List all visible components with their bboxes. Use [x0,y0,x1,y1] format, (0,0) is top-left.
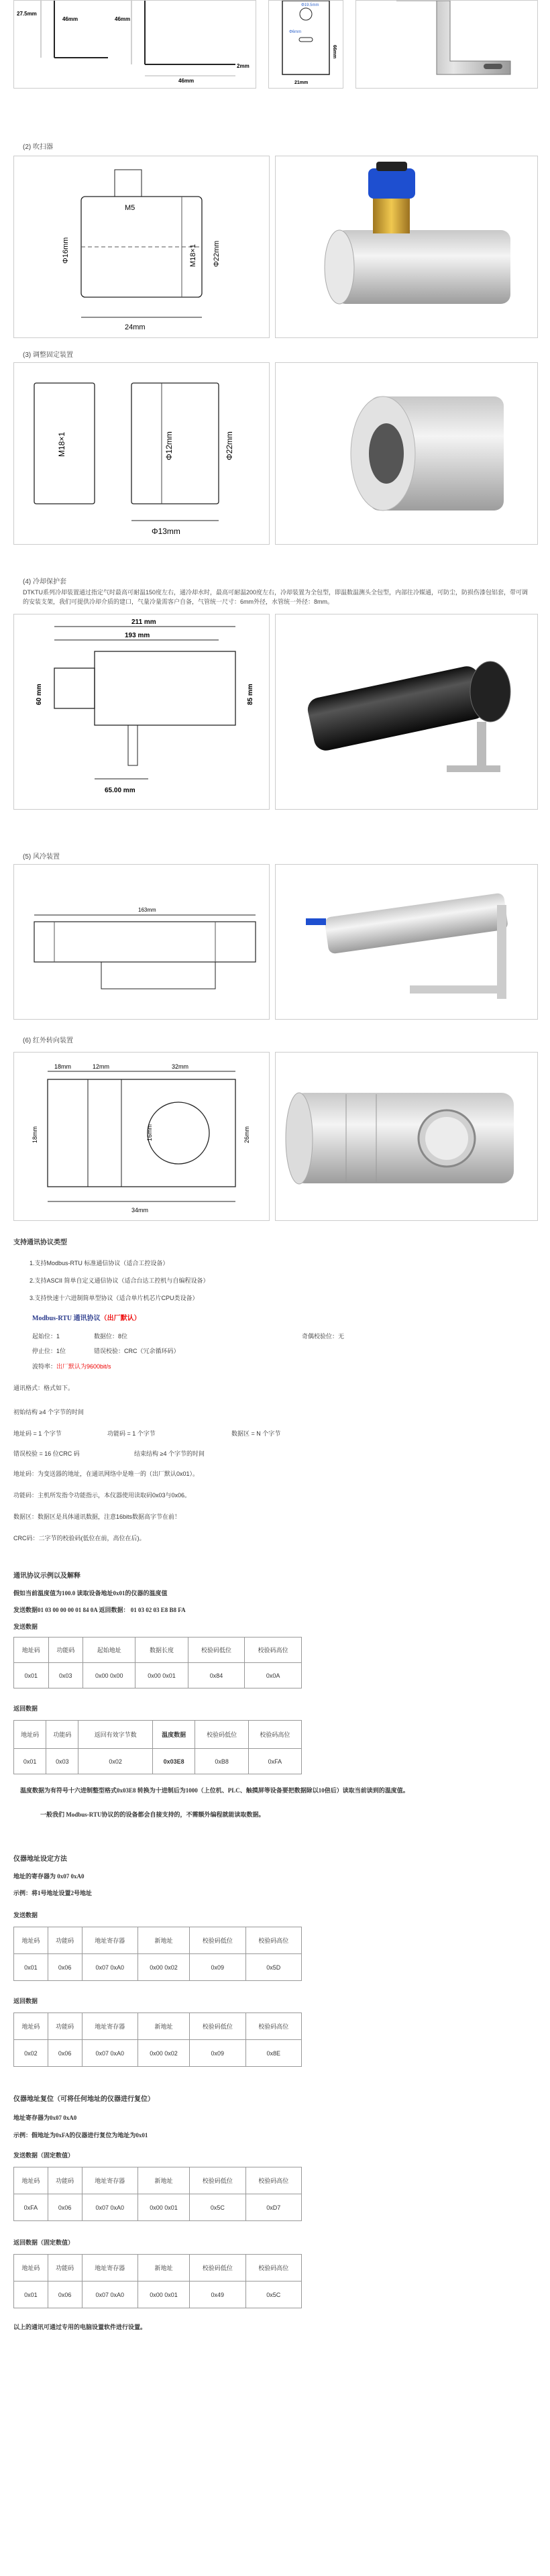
cell: 地址码 [14,2255,48,2282]
baud-value: 出厂默认为9600bit/s [56,1363,111,1370]
dim-26mm: 26mm [243,1126,250,1143]
adjust-drawing [13,362,270,545]
dim-m18-adjust: M18×1 [57,431,66,457]
reset-heading: 仪器地址复位（可将任何地址的仪器进行复位） [13,2096,154,2103]
cell: 0x00 0x02 [138,2040,189,2067]
dim-phi-13: Φ13mm [152,527,180,536]
parity-line: 奇偶校验位：无 [302,1333,345,1340]
section-2-title: (2) 吹扫器 [23,144,53,151]
addr-heading: 仪器地址设定方法 [13,1856,67,1863]
cell: 0x06 [48,1954,82,1981]
dim-46-bottom: 46mm [178,78,195,84]
cell: 0x01 [14,2282,48,2308]
cell: 0x09 [190,1954,245,1981]
cell: 校验码高位 [245,1638,302,1663]
end-line: 结束结构 ≥4 个字节的时间 [134,1450,205,1457]
cell: 校验码高位 [245,2167,301,2194]
cell: 0x07 0xA0 [82,2194,138,2221]
cell: 校验码低位 [190,2255,245,2282]
bracket-drawing-right [268,0,343,89]
cell: 0x00 0x02 [138,1954,189,1981]
cell: 0x01 [14,1954,48,1981]
cell: 0x02 [78,1749,152,1774]
dim-phi-19-5: Φ19.5mm [301,3,319,7]
cell: 校验码低位 [190,2167,245,2194]
reset-send-table [13,2167,302,2221]
dim-66mm: 66mm [332,45,337,59]
cell: 校验码高位 [245,2013,301,2040]
section-3-title: (3) 调整固定装置 [23,352,73,359]
dim-phi-22-adjust: Φ22mm [225,431,234,460]
bracket-drawing [13,0,256,89]
cell: 0xD7 [245,2194,301,2221]
dim-21mm: 21mm [294,80,309,85]
start-bit-value: 1 [56,1333,60,1340]
cell: 0x03 [48,1663,83,1688]
check-line [94,1346,180,1355]
cell: 校验码低位 [190,2013,245,2040]
cell: 0x5C [190,2194,245,2221]
footer-note: 以上的通讯可通过专用的电脑设置软件进行设置。 [13,2324,147,2330]
cell: 0x09 [190,2040,245,2067]
protocol-item-2: 2.支持ASCII 简单自定义通信协议（适合台达工控机与自编程设备） [30,1277,209,1284]
dim-34mm: 34mm [131,1207,149,1214]
cell: 新地址 [138,2255,189,2282]
field-function: 功能码 = 1 个字节 [107,1430,156,1437]
stop-bit-line: 停止位：1位 [32,1348,66,1354]
cell: 地址寄存器 [82,2255,138,2282]
cell: 地址寄存器 [82,2167,138,2194]
cell: 0x00 0x00 [83,1663,135,1688]
cell: 0x06 [48,2194,82,2221]
dim-m18: M18×1 [189,244,197,267]
baud-label: 波特率： [32,1363,57,1370]
modbus-subheading [32,1312,141,1322]
cell: 校验码高位 [248,1721,301,1749]
cell: 地址码 [14,2167,48,2194]
purger-photo [275,156,538,338]
aircool-drawing [13,864,270,1020]
cell: 0x06 [48,2282,82,2308]
addr-send-label: 发送数据 [13,1912,38,1919]
dim-46-left: 46mm [62,16,78,22]
dim-27-5: 27.5mm [17,11,37,17]
cell: 新地址 [138,2013,189,2040]
purger-drawing [13,156,270,338]
cooling-photo [275,614,538,810]
aircool-photo [275,864,538,1020]
reset-example: 示例：假地址为0xFA的仪器进行复位为地址为0x01 [13,2132,148,2139]
section-5-title: (5) 风冷装置 [23,853,60,861]
cell: 0xFA [14,2194,48,2221]
dim-phi-22: Φ22mm [213,240,221,267]
dim-m5: M5 [125,204,135,212]
dim-60mm: 60 mm [36,684,43,705]
adjust-photo [275,362,538,545]
cell: 校验码低位 [190,1927,245,1954]
example-send-table [13,1637,302,1688]
addr-example: 示例：将1号地址设置2号地址 [13,1890,93,1896]
cell: 0x07 0xA0 [82,2040,138,2067]
cell: 0x03E8 [152,1749,195,1774]
cell: 0x84 [188,1663,245,1688]
cell: 功能码 [48,2013,82,2040]
protocol-heading: 支持通讯协议类型 [13,1239,67,1246]
cell: 功能码 [48,1927,82,1954]
reset-send-label: 发送数据（固定数值） [13,2152,74,2159]
cell: 0x0A [245,1663,302,1688]
example-heading: 通讯协议示例以及解释 [13,1572,80,1580]
reset-return-label: 返回数据（固定数值） [13,2239,74,2246]
cell: 地址寄存器 [82,2013,138,2040]
example-send-return: 发送数据01 03 00 00 00 01 84 0A 返回数据： 01 03 02 03 E8 B8 FA [13,1607,186,1613]
cell: 0x01 [14,1663,49,1688]
addr-return-table [13,2012,302,2067]
cell: 0x00 0x01 [138,2282,189,2308]
example-note-2: 一般我们 Modbus-RTU协议的的设备都会自接支持的，不需额外编程就能读取数据。 [40,1811,265,1818]
modbus-default-note: （出厂默认） [100,1315,141,1322]
cell: 温度数据 [152,1721,195,1749]
modbus-title: Modbus-RTU 通讯协议 [32,1315,101,1322]
example-question: 假如当前温度值为100.0 读取设备地址0x01的仪器的温度值 [13,1590,168,1597]
cell: 地址码 [14,2013,48,2040]
cell: 0x06 [48,2040,82,2067]
cell: 0x5D [245,1954,301,1981]
protocol-item-1: 1.支持Modbus-RTU 标准通信协议（适合工控设备） [30,1260,169,1267]
cell: 地址寄存器 [82,1927,138,1954]
cell: 0x49 [190,2282,245,2308]
data-bit-line: 数据位：8位 [94,1333,128,1340]
cell: 0xB8 [195,1749,248,1774]
dim-phi-16: Φ16mm [62,237,70,264]
format-line: 通讯格式：格式如下。 [13,1385,74,1391]
turn-photo [275,1052,538,1221]
check-label: 错误校验： [94,1348,125,1354]
field-data: 数据区 = N 个字节 [231,1430,281,1437]
para-function: 功能码：主机所发指令功能指示，本仪器使用读取码0x03与0x06。 [13,1492,191,1499]
dim-2mm: 2mm [237,63,250,69]
cell: 数据长度 [135,1638,188,1663]
cell: 校验码高位 [245,2255,301,2282]
protocol-item-3: 3.支持快速十六进制简单型协议（适合单片机芯片CPU类设备） [30,1295,199,1301]
addr-register: 地址的寄存器为 0x07 0xA0 [13,1873,85,1880]
cell: 0x8E [245,2040,301,2067]
cell: 0x01 [14,1749,46,1774]
cooling-drawing [13,614,270,810]
dim-24mm: 24mm [125,323,146,331]
bracket-photo [355,0,538,89]
cell: 0x00 0x01 [135,1663,188,1688]
cell: 校验码低位 [195,1721,248,1749]
cell: 功能码 [48,2255,82,2282]
cell: 新地址 [138,1927,189,1954]
reset-register: 地址寄存器为0x07 0xA0 [13,2114,77,2121]
cell: 0x00 0x01 [138,2194,189,2221]
example-return-table [13,1720,302,1774]
dim-32mm: 32mm [172,1063,189,1070]
cell: 地址码 [14,1721,46,1749]
cell: 校验码高位 [245,1927,301,1954]
example-return-label: 返回数据 [13,1705,38,1712]
frame-start-line: 初始结构 ≥4 个字节的时间 [13,1409,84,1415]
dim-85mm: 85 mm [247,684,254,705]
dim-phi-6: Φ6mm [289,30,302,34]
cell: 功能码 [48,1638,83,1663]
check-value: CRC（冗余循环码） [124,1348,180,1354]
section-6-title: (6) 红外转向装置 [23,1037,73,1044]
start-bit-line [32,1332,60,1340]
dim-46-vertical: 46mm [115,16,131,22]
dim-65mm: 65.00 mm [105,787,135,794]
crc-line: 错误校验 = 16 位CRC 码 [13,1450,80,1457]
para-crc: CRC码：二字节的校验码(低位在前，高位在后)。 [13,1535,146,1542]
dim-193: 193 mm [125,632,150,639]
cell: 校验码低位 [188,1638,245,1663]
dim-16mm: 16mm [146,1124,153,1141]
dim-phi-12: Φ12mm [164,431,174,460]
dim-18mm-top: 18mm [54,1063,72,1070]
cell: 0x02 [14,2040,48,2067]
cell: 返回有效字节数 [78,1721,152,1749]
cell: 0x07 0xA0 [82,1954,138,1981]
dim-211: 211 mm [131,619,156,626]
addr-return-label: 返回数据 [13,1998,38,2004]
para-data: 数据区：数据区是具体通讯数据，注意16bits数据高字节在前！ [13,1513,181,1520]
reset-return-table [13,2254,302,2308]
section-4-description: DTKTU系列冷却装置通过指定气时最高可耐温150度左右，通冷却水时，最高可耐温200度左右，冷却装置为全包型，即温数温测头全包型，内部往冷媒通，可防尘，防损伤漆包铝套，带可调的安装支架，我们可提供冷却介质的建口，气量冷量需客户自备，气管统一尺寸：6mm外径，水管统一外径：8mm。 [23,589,529,605]
cell: 起始地址 [83,1638,135,1663]
para-address: 地址码：为变送器的地址，在通讯网络中是唯一的（出厂默认0x01）。 [13,1470,199,1477]
start-bit-label: 起始位： [32,1333,57,1340]
cell: 新地址 [138,2167,189,2194]
addr-send-table [13,1927,302,1981]
field-address: 地址码 = 1 个字节 [13,1430,62,1437]
baud-line [32,1362,111,1371]
dim-12mm: 12mm [93,1063,110,1070]
cell: 功能码 [46,1721,78,1749]
example-send-label: 发送数据 [13,1623,38,1630]
cell: 0x5C [245,2282,301,2308]
cell: 地址码 [14,1927,48,1954]
dim-163mm: 163mm [138,907,156,913]
dim-18mm-side: 18mm [32,1126,38,1143]
section-4-title: (4) 冷却保护套 [23,578,66,586]
cell: 0xFA [248,1749,301,1774]
cell: 地址码 [14,1638,49,1663]
cell: 功能码 [48,2167,82,2194]
example-note-1: 温度数据为有符号十六进制整型格式0x03E8 转换为十进制后为1000（上位机、PLC、触摸屏等设备要把数据除以10倍后）读取当前读到的温度值。 [20,1787,409,1794]
cell: 0x03 [46,1749,78,1774]
cell: 0x07 0xA0 [82,2282,138,2308]
turn-drawing [13,1052,270,1221]
